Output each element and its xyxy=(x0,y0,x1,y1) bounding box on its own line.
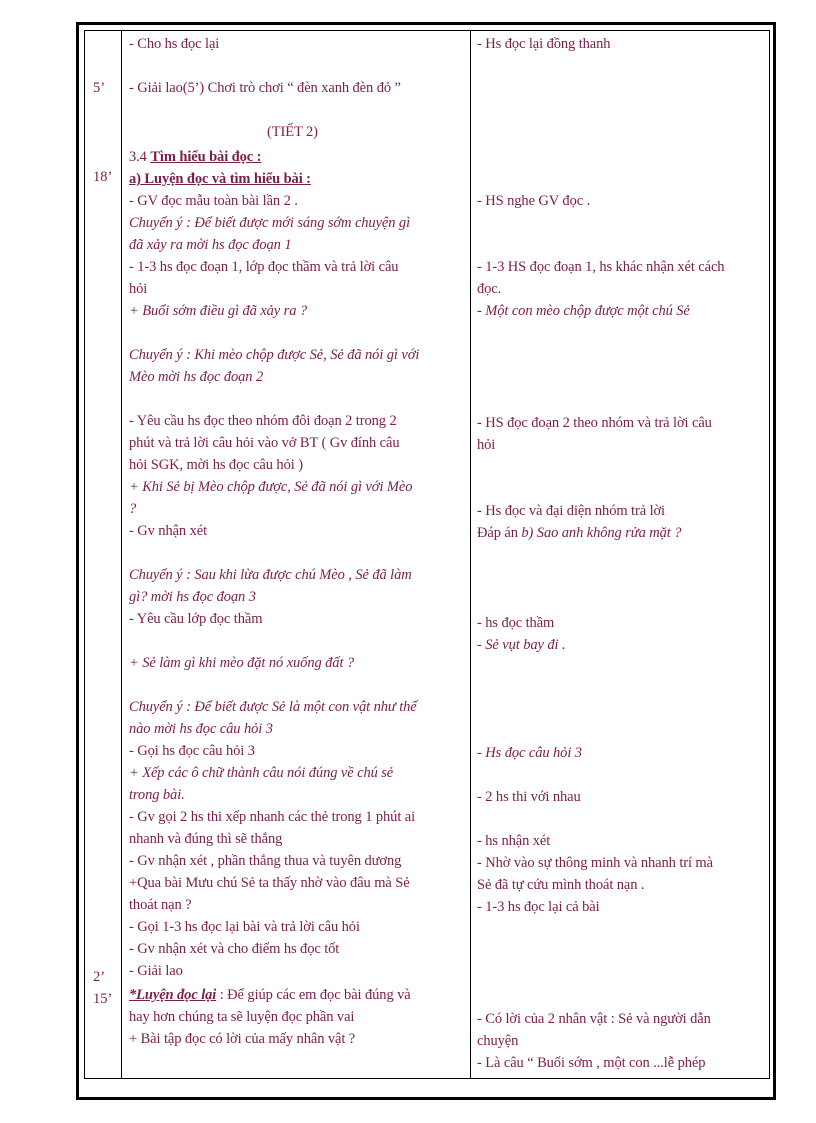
reading-practice-title: *Luyện đọc lại xyxy=(129,987,217,1003)
transition-note: nào mời hs đọc câu hỏi 3 xyxy=(129,721,273,737)
student-line: - HS đọc đoạn 2 theo nhóm và trả lời câu xyxy=(477,415,712,431)
student-line: - 1-3 HS đọc đoạn 1, hs khác nhận xét cách xyxy=(477,259,725,275)
question: ? xyxy=(129,501,137,517)
section-number: 3.4 xyxy=(129,149,151,165)
column-divider-time xyxy=(121,30,122,1079)
student-line: - 2 hs thi với nhau xyxy=(477,789,581,805)
teacher-line: - Gv gọi 2 hs thi xếp nhanh các thẻ trong 1 phút ai xyxy=(129,809,416,825)
reading-practice-heading xyxy=(129,984,411,1006)
question: + Buổi sớm điều gì đã xảy ra ? xyxy=(129,303,308,319)
student-answer: - Sẻ vụt bay đi . xyxy=(477,637,566,653)
student-line: - Là câu “ Buổi sớm , một con ...lễ phép xyxy=(477,1055,706,1071)
student-line: đọc. xyxy=(477,281,502,297)
teacher-line: - Yêu cầu hs đọc theo nhóm đôi đoạn 2 trong 2 xyxy=(129,413,397,429)
student-line: - Hs đọc và đại diện nhóm trả lời xyxy=(477,503,665,519)
teacher-line: - Yêu cầu lớp đọc thầm xyxy=(129,611,263,627)
teacher-line: thoát nạn ? xyxy=(129,897,192,913)
student-line: - hs nhận xét xyxy=(477,833,551,849)
reading-practice-text: : Để giúp các em đọc bài đúng và xyxy=(216,987,411,1003)
time-18: 18’ xyxy=(93,169,113,185)
student-answer-line xyxy=(477,522,681,544)
teacher-line: - Gv nhận xét xyxy=(129,523,208,539)
transition-note: Chuyển ý : Khi mèo chộp được Sẻ, Sẻ đã nói gì với xyxy=(129,347,420,363)
teacher-line: nhanh và đúng thì sẽ thắng xyxy=(129,831,283,847)
student-line: - Hs đọc lại đồng thanh xyxy=(477,36,611,52)
section-heading xyxy=(129,146,261,168)
transition-note: Chuyển ý : Để biết được Sẻ là một con vật như thế xyxy=(129,699,417,715)
teacher-line: hỏi xyxy=(129,281,148,297)
teacher-line: - Gọi 1-3 hs đọc lại bài và trả lời câu hỏi xyxy=(129,919,360,935)
question: + Xếp các ô chữ thành câu nói đúng về chú sẻ xyxy=(129,765,394,781)
transition-note: gì? mời hs đọc đoạn 3 xyxy=(129,589,256,605)
time-15: 15’ xyxy=(93,991,113,1007)
teacher-line: - GV đọc mẫu toàn bài lần 2 . xyxy=(129,193,298,209)
teacher-line: - Cho hs đọc lại xyxy=(129,36,220,52)
teacher-line: - Gv nhận xét , phần thắng thua và tuyên dương xyxy=(129,853,402,869)
teacher-line: - Gv nhận xét và cho điểm hs đọc tốt xyxy=(129,941,340,957)
teacher-line: - Giải lao(5’) Chơi trò chơi “ đèn xanh đèn đỏ ” xyxy=(129,80,401,96)
column-divider-activities xyxy=(470,30,471,1079)
transition-note: đã xảy ra mời hs đọc đoạn 1 xyxy=(129,237,292,253)
student-line: Sẻ đã tự cứu mình thoát nạn . xyxy=(477,877,645,893)
student-answer: b) Sao anh không rửa mặt ? xyxy=(521,525,682,541)
teacher-line: - Giải lao xyxy=(129,963,183,979)
teacher-line: hay hơn chúng ta sẽ luyện đọc phần vai xyxy=(129,1009,355,1025)
student-line: - Hs đọc câu hỏi 3 xyxy=(477,745,582,761)
transition-note: Chuyển ý : Để biết được mới sáng sớm chuyện gì xyxy=(129,215,411,231)
student-line: - 1-3 hs đọc lại cả bài xyxy=(477,899,600,915)
question: trong bài. xyxy=(129,787,185,803)
section-title: Tìm hiểu bài đọc : xyxy=(150,149,262,165)
subsection-heading: a) Luyện đọc và tìm hiểu bài : xyxy=(129,171,311,187)
student-line: - Nhờ vào sự thông minh và nhanh trí mà xyxy=(477,855,713,871)
student-line: chuyện xyxy=(477,1033,519,1049)
time-5: 5’ xyxy=(93,80,106,96)
student-line: hỏi xyxy=(477,437,496,453)
transition-note: Chuyển ý : Sau khi lừa được chú Mèo , Sẻ đã làm xyxy=(129,567,412,583)
teacher-line: phút và trả lời câu hỏi vào vở BT ( Gv đính câu xyxy=(129,435,400,451)
student-line: - hs đọc thầm xyxy=(477,615,555,631)
question: + Sẻ làm gì khi mèo đặt nó xuống đất ? xyxy=(129,655,355,671)
teacher-line: +Qua bài Mưu chú Sẻ ta thấy nhờ vào đâu mà Sẻ xyxy=(129,875,410,891)
answer-label: Đáp án xyxy=(477,525,522,541)
teacher-line: - Gọi hs đọc câu hỏi 3 xyxy=(129,743,255,759)
transition-note: Mèo mời hs đọc đoạn 2 xyxy=(129,369,264,385)
student-line: - Có lời của 2 nhân vật : Sẻ và người dẫn xyxy=(477,1011,711,1027)
teacher-line: - 1-3 hs đọc đoạn 1, lớp đọc thầm và trả lời câu xyxy=(129,259,399,275)
teacher-line: + Bài tập đọc có lời của mấy nhân vật ? xyxy=(129,1031,356,1047)
teacher-line: hỏi SGK, mời hs đọc câu hỏi ) xyxy=(129,457,303,473)
student-line: - HS nghe GV đọc . xyxy=(477,193,591,209)
time-2: 2’ xyxy=(93,969,106,985)
lesson-part-heading: (TIẾT 2) xyxy=(267,124,318,140)
question: + Khi Sẻ bị Mèo chộp được, Sẻ đã nói gì với Mèo xyxy=(129,479,413,495)
student-answer: - Một con mèo chộp được một chú Sẻ xyxy=(477,303,690,319)
